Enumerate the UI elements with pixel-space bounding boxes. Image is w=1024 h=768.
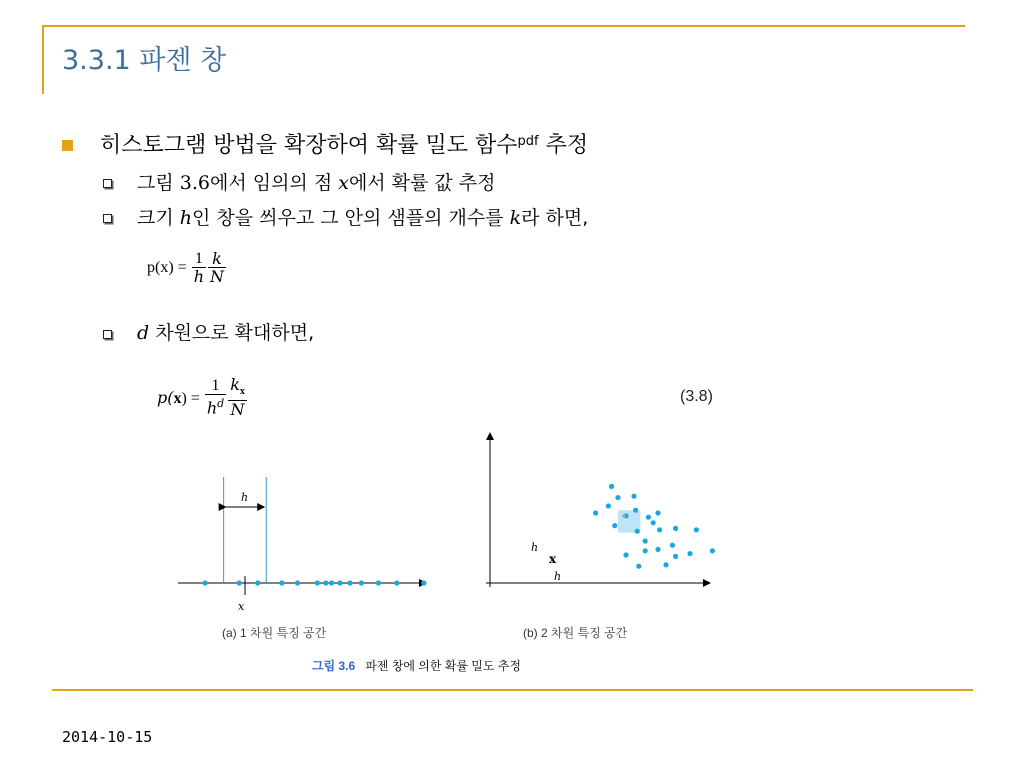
figure-title [312, 657, 521, 674]
sub-bullet-1-text [137, 168, 496, 195]
figure-title-num: 그림 3.6 [312, 659, 356, 673]
sub3-text: 차원으로 확대하면, [149, 322, 315, 344]
formula2-n2-sub: x [239, 386, 245, 398]
panel-2d [486, 433, 715, 587]
formula2-n2-base: k [230, 375, 240, 394]
sub2-b: 인 창을 씌우고 그 안의 샘플의 개수를 [192, 207, 510, 229]
main-bullet-sup: pdf [517, 134, 539, 149]
bullet-square-icon [62, 140, 73, 151]
main-bullet-after: 추정 [538, 133, 589, 158]
formula2-lhs [157, 387, 200, 407]
formula2-n2 [228, 376, 247, 401]
sample-point-2d [593, 510, 598, 515]
main-bullet-text [100, 128, 588, 159]
sample-point-2d [687, 551, 692, 556]
sample-point-1d [421, 580, 426, 585]
sample-point-1d [329, 580, 334, 585]
sample-point-1d [315, 580, 320, 585]
label-h-2d-bottom: h [554, 570, 562, 583]
formula2-n1: 1 [205, 377, 226, 395]
formula2-lhs-x: x [173, 389, 182, 407]
sample-point-2d [635, 529, 640, 534]
formula1-n1: 1 [192, 250, 206, 268]
sub1-b: 에서 임의의 점 [209, 172, 339, 194]
sample-point-2d [609, 484, 614, 489]
sample-point-1d [347, 580, 352, 585]
sub1-a: 그림 [137, 172, 180, 194]
main-bullet-body: 히스토그램 방법을 확장하여 확률 밀도 함수 [100, 133, 518, 158]
footer-rule [52, 689, 973, 691]
sample-point-1d [359, 580, 364, 585]
sample-point-2d [631, 494, 636, 499]
title-left-rule [42, 25, 44, 94]
formula2-d1 [205, 395, 226, 418]
caption-a: (a) 1 차원 특징 공간 [222, 626, 327, 640]
sub2-var2: k [509, 207, 522, 229]
sample-point-2d [663, 562, 668, 567]
sample-point-1d [337, 580, 342, 585]
sample-point-1d [255, 580, 260, 585]
label-x-2d: x [549, 552, 557, 566]
sample-point-2d [655, 547, 660, 552]
label-h-2d-side: h [531, 541, 539, 554]
sample-point-2d [670, 543, 675, 548]
sample-point-2d [694, 527, 699, 532]
sample-point-2d [673, 554, 678, 559]
sample-point-2d [615, 495, 620, 500]
sub-bullet-icon [103, 330, 112, 339]
formula1-frac2 [208, 250, 226, 286]
sub-bullet-icon [103, 214, 112, 223]
title-top-rule [42, 25, 965, 27]
label-h-1d: h [241, 491, 249, 504]
sub-bullet-2-text [137, 203, 588, 230]
formula2-frac1 [205, 377, 226, 418]
footer-date: 2014-10-15 [62, 728, 153, 746]
sample-point-2d [636, 564, 641, 569]
panel-1d [178, 477, 426, 613]
sub2-var1: h [179, 207, 192, 229]
formula1-n2: k [208, 250, 226, 268]
slide-title: 3.3.1 파젠 창 [62, 45, 227, 76]
query-point-2d [622, 514, 626, 518]
sample-point-1d [376, 580, 381, 585]
formula1-d1: h [193, 267, 204, 286]
sub2-a: 크기 [137, 207, 180, 229]
formula1-lhs: p(x) = [147, 259, 187, 276]
sub-bullet-3-text [137, 318, 314, 345]
sub2-c: 라 하면, [521, 207, 589, 229]
formula-dd [157, 376, 248, 419]
formula2-lhs-r: ) = [181, 389, 200, 407]
formula2-d2: N [230, 400, 245, 420]
figure-title-text: 파젠 창에 의한 확률 밀도 추정 [365, 659, 521, 673]
sample-point-2d [623, 552, 628, 557]
sub1-c: 에서 확률 값 추정 [348, 172, 496, 194]
parzen-figure [170, 425, 730, 615]
sub3-var: d [137, 322, 150, 344]
sample-point-1d [323, 580, 328, 585]
caption-b: (b) 2 차원 특징 공간 [523, 626, 628, 640]
sample-point-1d [203, 580, 208, 585]
sample-point-2d [657, 527, 662, 532]
sample-point-1d [279, 580, 284, 585]
formula-1d [147, 250, 227, 286]
sample-point-1d [295, 580, 300, 585]
sample-point-2d [643, 548, 648, 553]
sample-point-2d [655, 510, 660, 515]
sample-point-2d [673, 526, 678, 531]
sample-point-2d [643, 538, 648, 543]
sub1-var: x [338, 172, 349, 194]
sample-point-1d [237, 580, 242, 585]
formula2-d1-base: h [206, 398, 218, 418]
formula2-lhs-p: p( [157, 387, 174, 407]
formula1-frac1 [192, 250, 206, 286]
formula2-d1-sup: d [217, 396, 225, 410]
sample-point-1d [394, 580, 399, 585]
equation-number: (3.8) [680, 388, 713, 405]
sample-point-2d [646, 515, 651, 520]
sample-point-2d [651, 520, 656, 525]
label-x-1d: x [238, 600, 245, 613]
sub-bullet-icon [103, 179, 112, 188]
sub1-num: 3.6 [179, 172, 210, 194]
formula1-d2: N [210, 267, 224, 286]
formula2-frac2 [228, 376, 247, 419]
sample-point-2d [612, 523, 617, 528]
sample-point-2d [633, 508, 638, 513]
sample-point-2d [710, 548, 715, 553]
sample-point-2d [606, 503, 611, 508]
